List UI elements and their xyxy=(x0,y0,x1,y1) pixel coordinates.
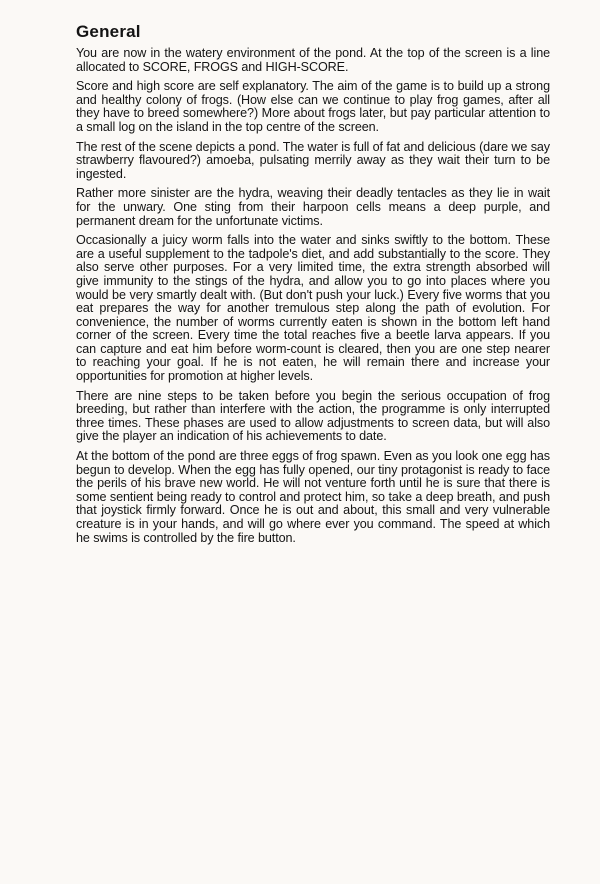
paragraph-intro: You are now in the watery environment of the pond. At the top of the screen is a line allocated to SCORE, FROGS and HIGH-SCORE. xyxy=(76,46,550,74)
paragraph-frog-spawn: At the bottom of the pond are three eggs of frog spawn. Even as you look one egg has begun to develop. When the egg has fully opened, our tiny protagonist is ready to face the perils of his brave new world. He will not venture forth until he is sure that there is some sentient being ready to control and protect him, so take a deep breath, and push that joystick firmly forward. Once he is out and about, this small and very vulnerable creature is in your hands, and will go where ever you command. The speed at which he swims is controlled by the fire button. xyxy=(76,449,550,545)
paragraph-hydra: Rather more sinister are the hydra, weaving their deadly tentacles as they lie in wait for the unwary. One sting from their harpoon cells means a deep purple, and permanent dream for the unfortunate victims. xyxy=(76,186,550,228)
paragraph-score: Score and high score are self explanatory. The aim of the game is to build up a strong and healthy colony of frogs. (How else can we continue to play frog games, after all they have to breed somewhere?) More about frogs later, but pay particular attention to a small log on the island in the top centre of the screen. xyxy=(76,79,550,134)
paragraph-worms: Occasionally a juicy worm falls into the water and sinks swiftly to the bottom. These are a useful supplement to the tadpole's diet, and add substantially to the score. They also serve other purposes. For a very limited time, the extra strength absorbed will give immunity to the stings of the hydra, and allow you to go into places where you would be very smartly dealt with. (But don't push your luck.) Every five worms that you eat prepares the way for another tremulous step along the path of evolution. For convenience, the number of worms currently eaten is shown in the bottom left hand corner of the screen. Every time the total reaches five a beetle larva appears. If you can capture and eat him before worm-count is cleared, then you are one step nearer to reaching your goal. If he is not eaten, he will remain there and increase your opportunities for promotion at higher levels. xyxy=(76,233,550,384)
section-heading: General xyxy=(76,22,141,41)
paragraph-steps: There are nine steps to be taken before you begin the serious occupation of frog breeding, but rather than interfere with the action, the programme is only interrupted three times. These phases are used to allow adjustments to screen data, but will also give the player an indication of his achievements to date. xyxy=(76,388,550,444)
paragraph-pond: The rest of the scene depicts a pond. The water is full of fat and delicious (dare we say strawberry flavoured?) amoeba, pulsating merrily away as they wait their turn to be ingested. xyxy=(76,139,550,181)
